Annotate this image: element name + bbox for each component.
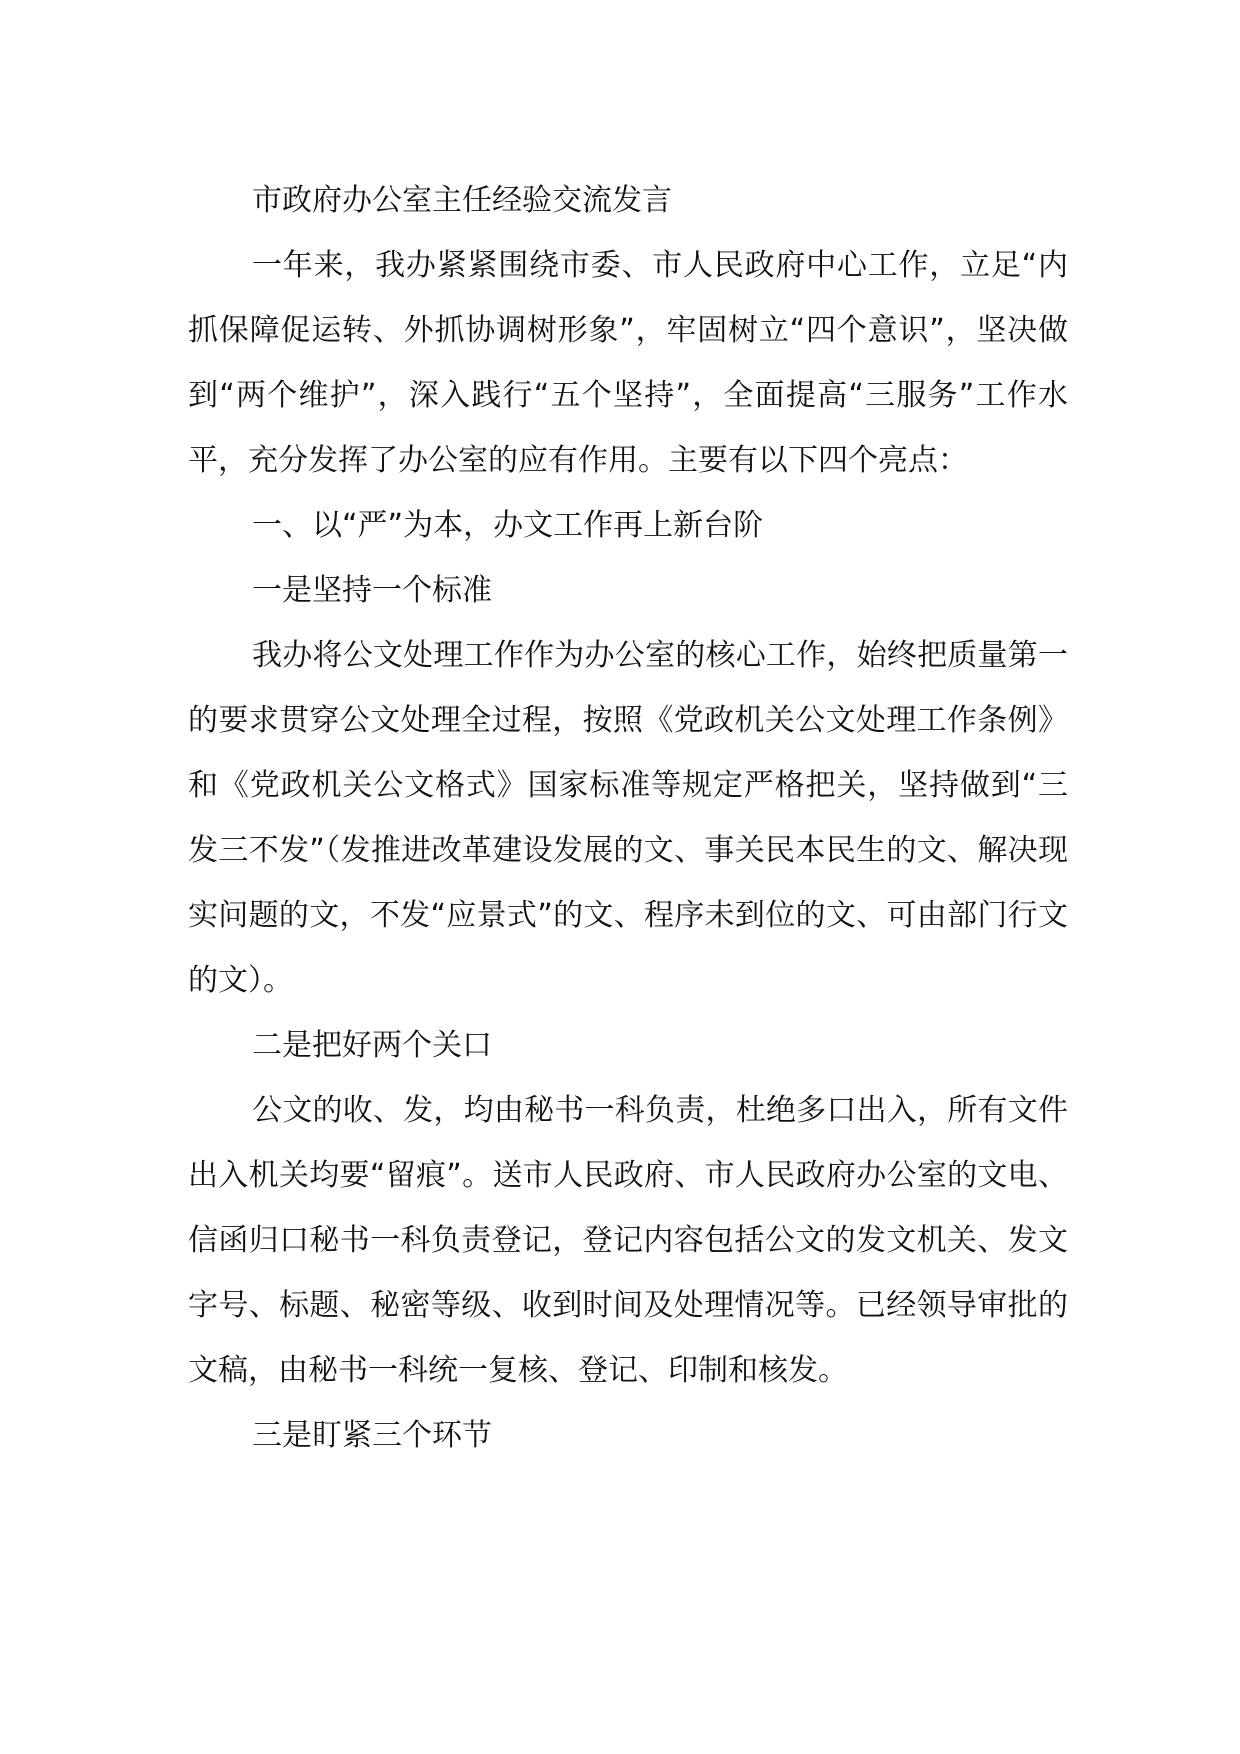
section-heading-1: 一、以“严”为本，办文工作再上新台阶: [252, 508, 764, 543]
subheading-1: 一是坚持一个标准: [252, 573, 492, 608]
subheading-3: 三是盯紧三个环节: [252, 1418, 492, 1453]
document-body: [188, 168, 1068, 1468]
paragraph-gates: 公文的收、发，均由秘书一科负责，杜绝多口出入，所有文件出入机关均要“留痕”。送市人民政府、市人民政府办公室的文电、信函归口秘书一科负责登记，登记内容包括公文的发文机关、发文字号、标题、秘密等级、收到时间及处理情况等。已经领导审批的文稿，由秘书一科统一复核、登记、印制和核发。: [188, 1093, 1068, 1388]
paragraph-standard: 我办将公文处理工作作为办公室的核心工作，始终把质量第一的要求贯穿公文处理全过程，按照《党政机关公文处理工作条例》和《党政机关公文格式》国家标准等规定严格把关，坚持做到“三发三不发”（发推进改革建设发展的文、事关民本民生的文、解决现实问题的文，不发“应景式”的文、程序未到位的文、可由部门行文的文）。: [188, 638, 1068, 998]
paragraph-intro: 一年来，我办紧紧围绕市委、市人民政府中心工作，立足“内抓保障促运转、外抓协调树形象”，牢固树立“四个意识”，坚决做到“两个维护”，深入践行“五个坚持”，全面提高“三服务”工作水平，充分发挥了办公室的应有作用。主要有以下四个亮点：: [188, 248, 1068, 478]
subheading-2: 二是把好两个关口: [252, 1028, 492, 1063]
document-title: 市政府办公室主任经验交流发言: [252, 183, 672, 218]
